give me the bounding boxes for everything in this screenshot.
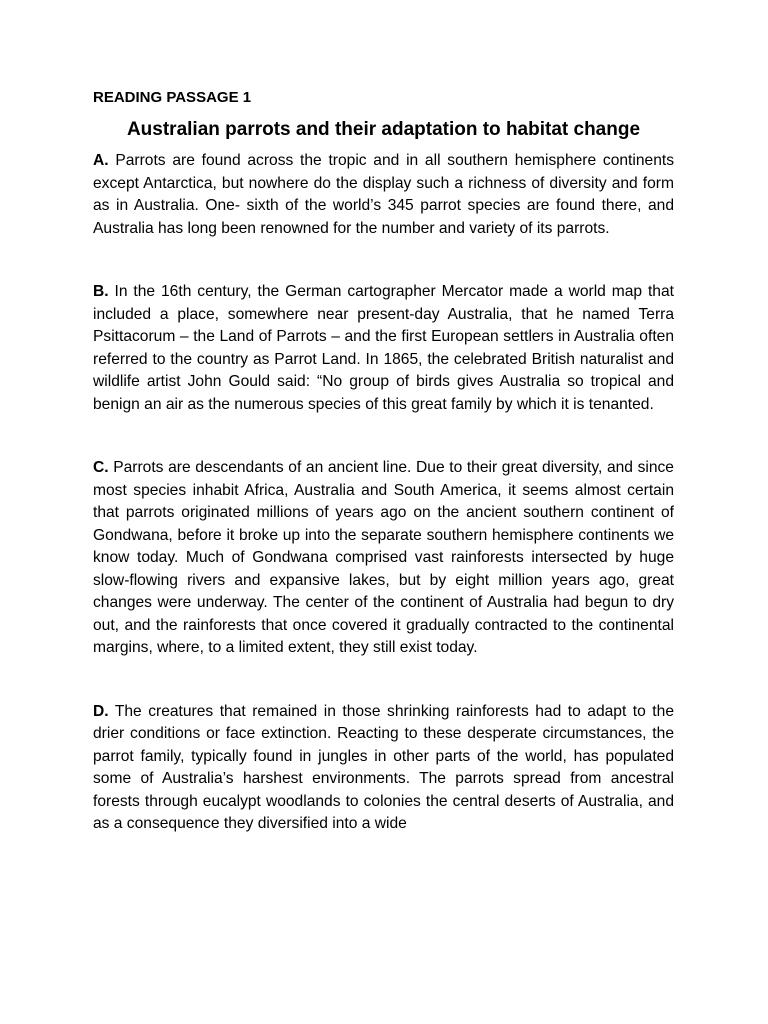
paragraph-label: B. <box>93 283 109 300</box>
paragraph-text: Parrots are descendants of an ancient line. Due to their great diversity, and since most species inhabit Africa, Australia and South America, it seems almost certain that parrots originated millions of years ago on the ancient southern continent of Gondwana, before it broke up into the separate southern hemisphere continents we know today. Much of Gondwana comprised vast rainforests intersected by huge slow-flowing rivers and expansive lakes, but by eight million years ago, great changes were underway. The center of the continent of Australia had begun to dry out, and the rainforests that once covered it gradually contracted to the continental margins, where, to a limited extent, they still exist today. <box>93 459 674 656</box>
paragraph-text: The creatures that remained in those shrinking rainforests had to adapt to the drier conditions or face extinction. Reacting to these desperate circumstances, the parrot family, typically found in jungles in other parts of the world, has populated some of Australia’s harshest environments. The parrots spread from ancestral forests through eucalypt woodlands to colonies the central deserts of Australia, and as a consequence they diversified into a wide <box>93 702 674 832</box>
document-page <box>93 87 674 836</box>
paragraph-a <box>93 150 674 240</box>
paragraph-d <box>93 701 674 836</box>
paragraph-label: C. <box>93 459 109 476</box>
paragraph-b <box>93 281 674 416</box>
paragraph-label: A. <box>93 152 109 169</box>
paragraph-text: Parrots are found across the tropic and in all southern hemisphere continents except Antarctica, but nowhere do the display such a richness of diversity and form as in Australia. One- sixth of the world’s 345 parrot species are found there, and Australia has long been renowned for the number and variety of its parrots. <box>93 152 674 237</box>
passage-title: Australian parrots and their adaptation to habitat change <box>126 119 641 140</box>
paragraph-label: D. <box>93 702 109 720</box>
paragraph-c <box>93 457 674 660</box>
passage-heading: READING PASSAGE 1 <box>93 89 252 106</box>
paragraph-text: In the 16th century, the German cartographer Mercator made a world map that included a place, somewhere near present-day Australia, that he named Terra Psittacorum – the Land of Parrots – and the first European settlers in Australia often referred to the country as Parrot Land. In 1865, the celebrated British naturalist and wildlife artist John Gould said: “No group of birds gives Australia so tropical and benign an air as the numerous species of this great family by which it is tenanted. <box>93 283 674 413</box>
